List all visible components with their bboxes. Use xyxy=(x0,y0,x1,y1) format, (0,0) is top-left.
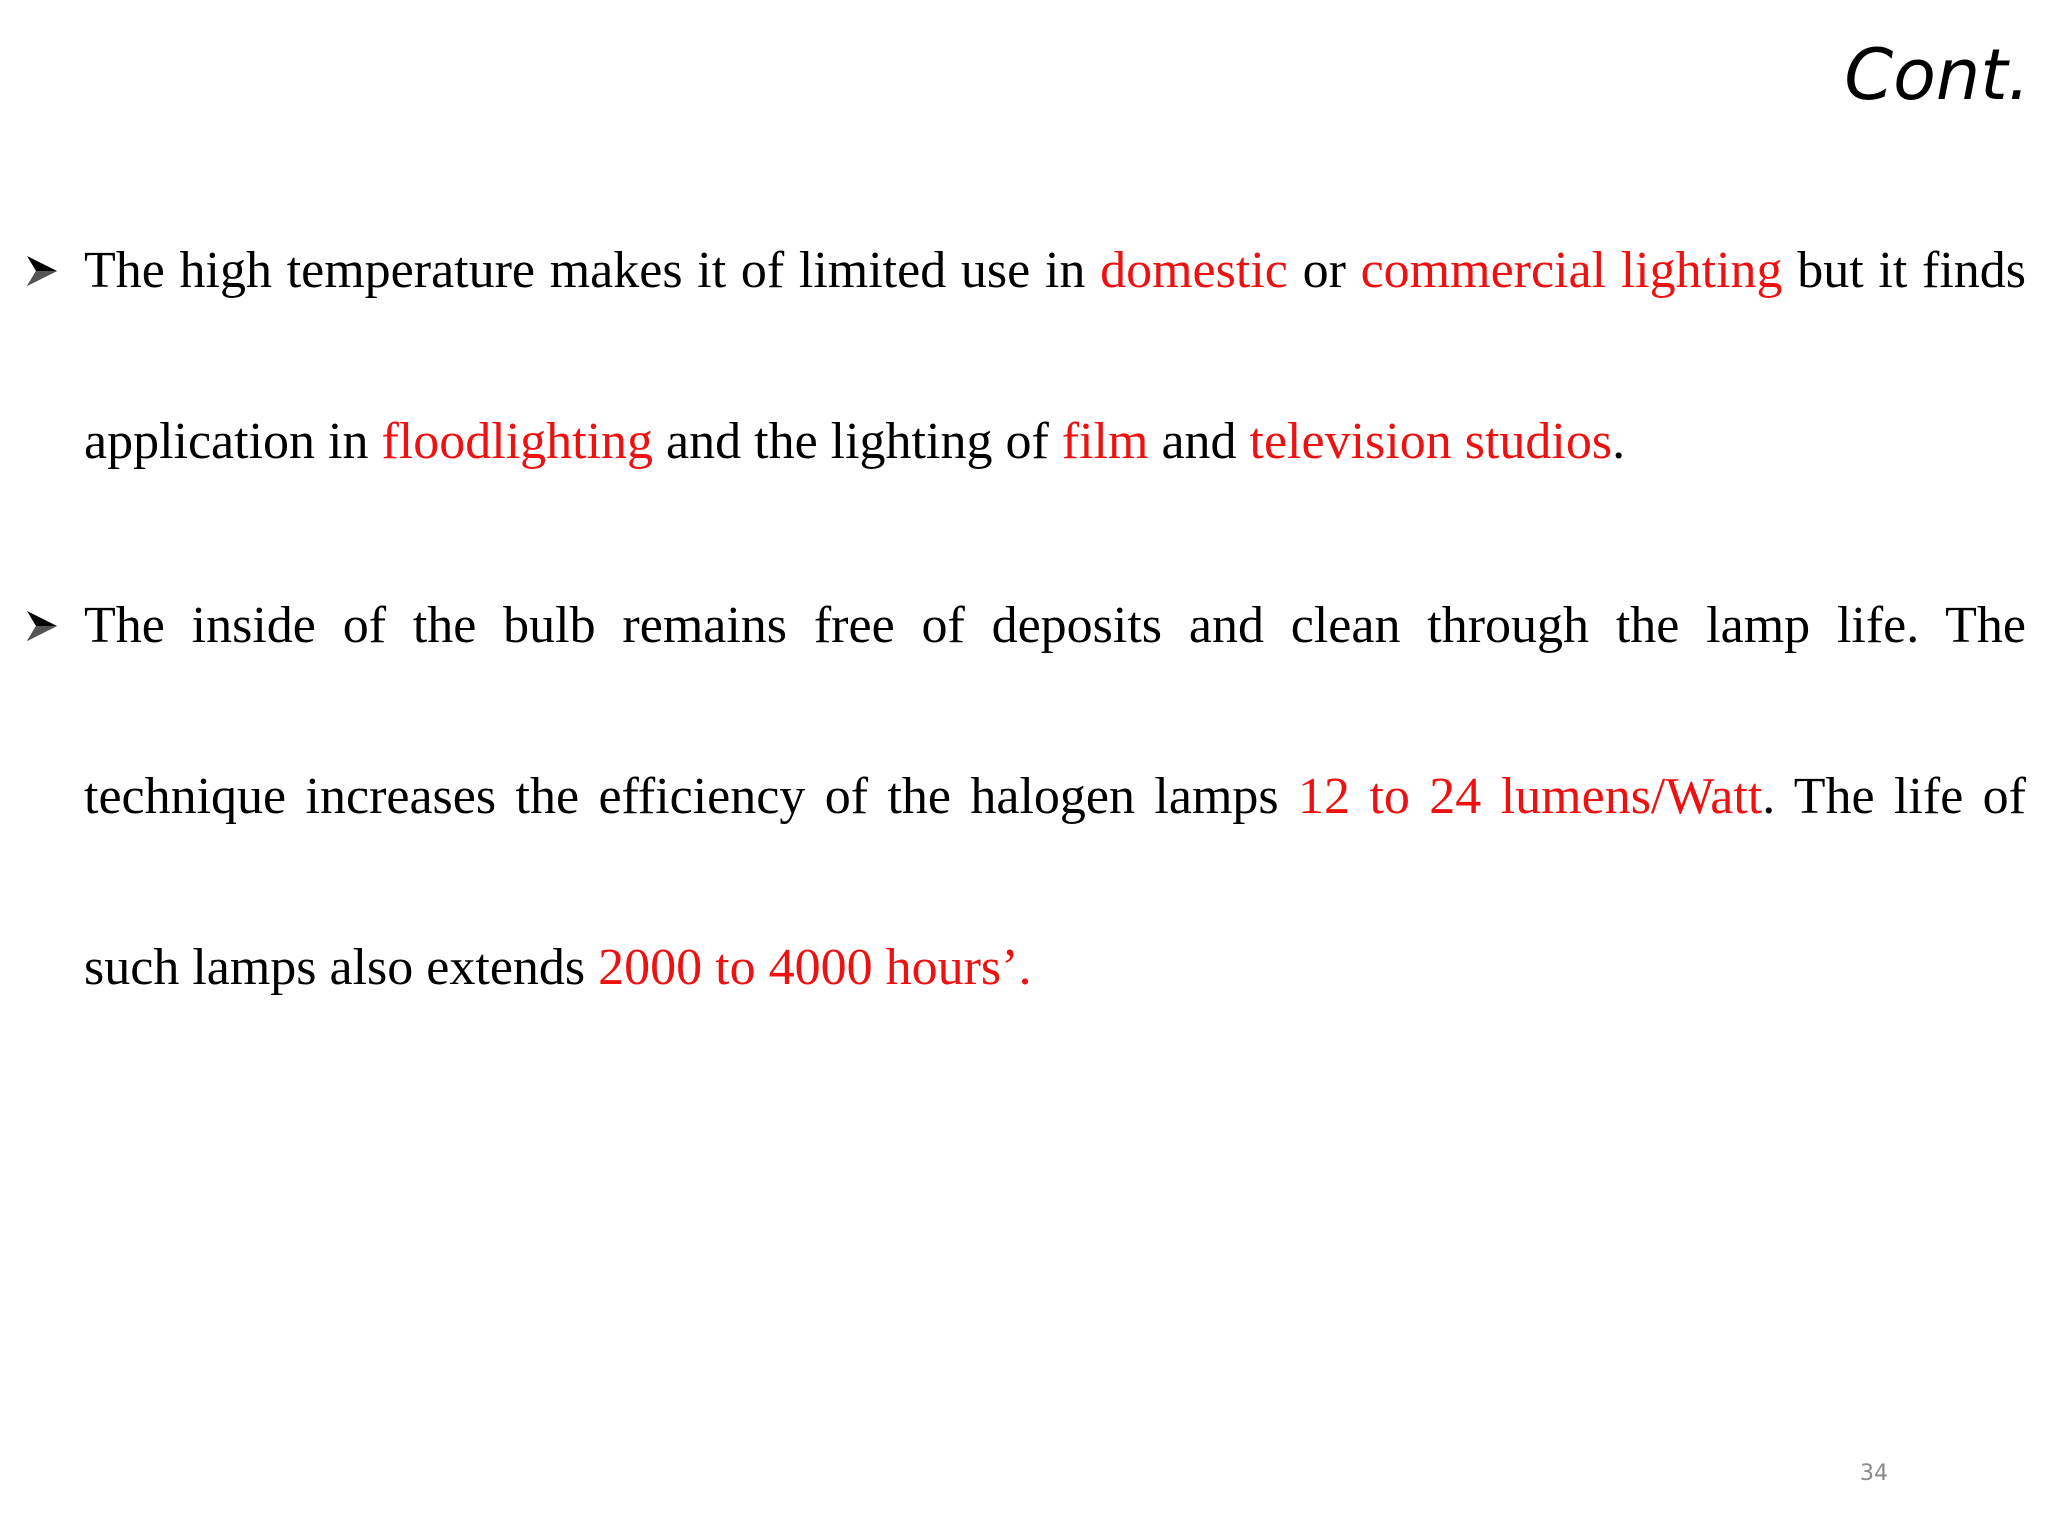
bullet-text-segment: and the lighting of xyxy=(653,413,1062,470)
highlighted-term: 2000 to 4000 hours’. xyxy=(598,939,1032,996)
bullet-item xyxy=(84,540,2026,1053)
arrowhead-bullet-icon xyxy=(22,185,62,356)
highlighted-term: film xyxy=(1061,413,1149,470)
bullet-text-segment: . xyxy=(1612,413,1626,470)
highlighted-term: domestic xyxy=(1100,242,1288,299)
bullet-text-segment: and xyxy=(1148,413,1250,470)
page-number: 34 xyxy=(1860,1461,1888,1486)
highlighted-term: commercial lighting xyxy=(1360,242,1783,299)
bullet-text-segment: The high temperature makes it of limited use in xyxy=(84,242,1101,299)
bullet-text-segment: or xyxy=(1287,242,1361,299)
bullet-text-segment: but it finds application in xyxy=(84,242,2026,470)
bullet-item xyxy=(84,185,2026,527)
bullet-text-segment: . The life of such lamps also extends xyxy=(84,768,2026,996)
bullet-text-segment: The inside of the bulb remains free of deposits and clean through the lamp life. The technique increases the efficiency of the halogen lamps xyxy=(84,597,2026,825)
slide-title: Cont. xyxy=(1844,34,2030,116)
highlighted-term: television studios xyxy=(1249,413,1613,470)
arrowhead-bullet-icon xyxy=(22,540,62,711)
highlighted-term: floodlighting xyxy=(381,413,654,470)
highlighted-term: 12 to 24 lumens/Watt xyxy=(1298,768,1763,825)
